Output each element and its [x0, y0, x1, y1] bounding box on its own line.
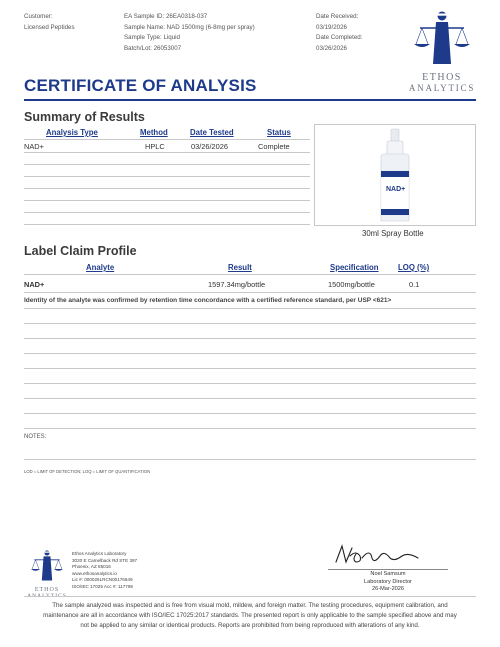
- notes-label: NOTES:: [24, 434, 47, 440]
- label-rule: [24, 413, 476, 414]
- label-loq: 0.1: [409, 280, 420, 289]
- header-sample-block: [124, 12, 255, 54]
- footer-disclaimer: [14, 601, 486, 631]
- col-method: Method: [140, 128, 168, 137]
- label-rule: [24, 308, 476, 309]
- summary-rule: [24, 224, 310, 225]
- signature-date: 26-Mar-2026: [371, 586, 405, 593]
- justice-figure-icon-small: [24, 548, 70, 582]
- col-loq: LOQ (%): [398, 263, 430, 272]
- sample-name: Sample Name: NAD 1500mg (6-8mg per spray): [124, 23, 255, 31]
- col-status: Status: [267, 128, 291, 137]
- label-analyte: NAD+: [24, 280, 45, 289]
- label-rule: [24, 323, 476, 324]
- identity-note: Identity of the analyte was confirmed by retention time concordance with a certified reference standard, per USP <621>: [24, 297, 392, 304]
- label-rule: [24, 338, 476, 339]
- date-completed-value: 03/26/2026: [316, 44, 347, 52]
- summary-rule: [24, 212, 310, 213]
- header-customer-block: [24, 12, 75, 33]
- notes-box: [24, 430, 476, 460]
- header-dates-block: [316, 12, 362, 54]
- summary-rule: [24, 139, 310, 140]
- signatory-name: Noel Samsum: [370, 571, 406, 577]
- label-spec: 1500mg/bottle: [328, 280, 375, 289]
- lab-name: Ethos Analytics Laboratory: [72, 551, 127, 556]
- summary-rule: [24, 164, 310, 165]
- summary-rule: [24, 152, 310, 153]
- logo-line2: ANALYTICS: [408, 83, 476, 93]
- handwritten-signature: [332, 540, 422, 570]
- summary-analysis: NAD+: [24, 142, 44, 151]
- label-rule: [24, 383, 476, 384]
- label-rule: [24, 353, 476, 354]
- summary-status: Complete: [258, 142, 290, 151]
- image-caption: 30ml Spray Bottle: [362, 229, 424, 238]
- label-rule: [24, 274, 476, 275]
- summary-rule: [24, 188, 310, 189]
- summary-rule: [24, 176, 310, 177]
- customer-value: Licensed Peptides: [24, 23, 75, 31]
- signatory-block: [328, 571, 448, 594]
- lab-info: [72, 551, 137, 591]
- lab-address2: Phoenix, AZ 85016: [72, 564, 111, 570]
- date-completed-label: Date Completed:: [316, 34, 363, 41]
- title-underline: [24, 99, 476, 101]
- customer-label: Customer:: [24, 13, 53, 20]
- summary-rule: [24, 200, 310, 201]
- col-analyte: Analyte: [86, 263, 115, 272]
- lab-iso: ISO/IEC 17025 Acc #: 117798: [72, 583, 133, 589]
- spray-bottle-image: [315, 125, 475, 225]
- product-image-frame: [314, 124, 476, 226]
- footer-line1: The sample analyzed was inspected and is free from visual mold, mildew, and foreign matter. The testing procedures, equipment calibration, and: [52, 602, 448, 609]
- label-rule: [24, 428, 476, 429]
- logo-line1: ETHOS: [422, 72, 462, 83]
- label-rule: [24, 398, 476, 399]
- date-received-label: Date Received:: [316, 13, 359, 20]
- footer-rule: [24, 596, 476, 597]
- signature-line: [328, 569, 448, 570]
- abbreviations: LOD = LIMIT OF DETECTION; LOQ = LIMIT OF QUANTIFICATION: [24, 469, 151, 474]
- footer-line2: maintenance are all in accordance with ISO/IEC 17025:2017 standards. The presented report is only applicable to the sample specified above and may: [43, 612, 457, 619]
- lab-web: www.ethosanalytics.io: [72, 570, 117, 576]
- footer-logo-line1: ETHOS: [34, 587, 60, 593]
- page-title: CERTIFICATE OF ANALYSIS: [24, 76, 257, 95]
- label-rule: [24, 368, 476, 369]
- sample-type: Sample Type: Liquid: [124, 34, 180, 41]
- label-result: 1597.34mg/bottle: [208, 280, 266, 289]
- lab-address1: 3020 E Camelback Rd STE 397: [72, 557, 138, 563]
- col-date-tested: Date Tested: [190, 128, 234, 137]
- summary-date: 03/26/2026: [191, 142, 228, 151]
- lab-license: Lic #: 000026LRCN00176649: [72, 577, 133, 583]
- col-specification: Specification: [330, 263, 379, 272]
- label-rule: [24, 292, 476, 293]
- summary-heading: Summary of Results: [24, 110, 145, 124]
- summary-method: HPLC: [145, 142, 165, 151]
- signatory-title: Laboratory Director: [364, 578, 412, 585]
- col-result: Result: [228, 263, 252, 272]
- col-analysis-type: Analysis Type: [46, 128, 98, 137]
- footer-logo: [24, 548, 70, 599]
- footer-line3: not be applied to any similar or identical products. Reports are prohibited from being reproduced with alterations of any kind.: [80, 622, 420, 629]
- date-received-value: 03/19/2026: [316, 23, 347, 31]
- bottle-label-text: NAD+: [386, 186, 406, 193]
- batch-lot: Batch/Lot: 26053007: [124, 44, 182, 52]
- sample-id: EA Sample ID: 26EA0318-037: [124, 13, 208, 20]
- justice-figure-icon: [402, 8, 482, 66]
- ethos-logo: [402, 8, 482, 93]
- label-claim-heading: Label Claim Profile: [24, 244, 137, 258]
